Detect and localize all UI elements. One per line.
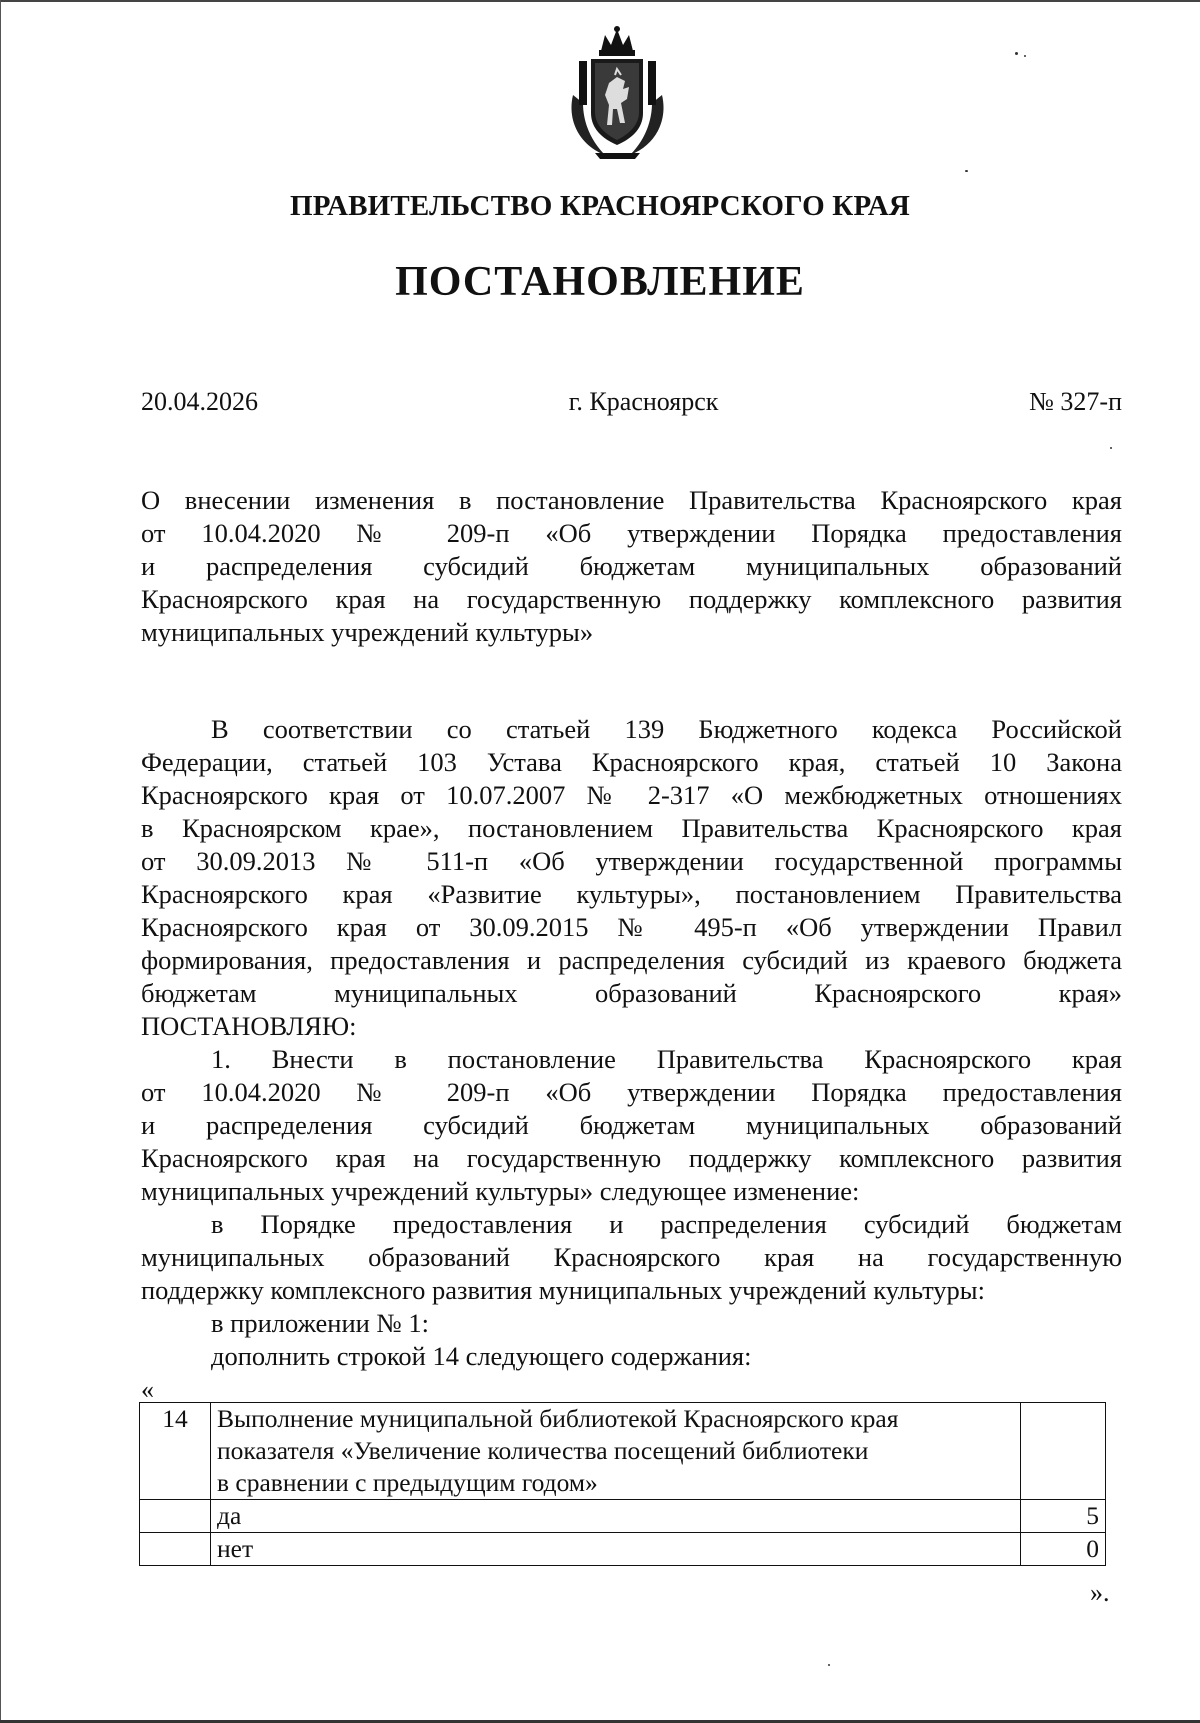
scan-speck <box>1110 447 1112 449</box>
option-value-cell: 0 <box>1021 1533 1106 1566</box>
body-line: формирования, предоставления и распределения субсидий из краевого бюджета <box>141 945 1122 975</box>
body-line: от 30.09.2013 № 511-п «Об утверждении государственной программы <box>141 846 1122 876</box>
subject-line: Красноярского края на государственную поддержку комплексного развития <box>141 584 1122 614</box>
body-line: 1. Внести в постановление Правительства Красноярского края <box>211 1044 1122 1074</box>
criterion-line: в сравнении с предыдущим годом» <box>217 1468 598 1497</box>
body-line: бюджетам муниципальных образований Красноярского края» <box>141 978 1122 1008</box>
criteria-table <box>139 1402 1106 1566</box>
body-line: в приложении № 1: <box>211 1308 429 1338</box>
body-line: Красноярского края от 10.07.2007 № 2-317 «О межбюджетных отношениях <box>141 780 1122 810</box>
subject-line: и распределения субсидий бюджетам муниципальных образований <box>141 551 1122 581</box>
criterion-cell <box>211 1403 1021 1500</box>
criterion-line: показателя «Увеличение количества посещений библиотеки <box>217 1436 869 1465</box>
krasnoyarsk-coat-of-arms-icon <box>565 25 670 160</box>
table-row <box>140 1533 1106 1566</box>
body-line: муниципальных учреждений культуры» следующее изменение: <box>141 1176 860 1206</box>
body-line: в Красноярском крае», постановлением Правительства Красноярского края <box>141 813 1122 843</box>
criterion-line: Выполнение муниципальной библиотекой Красноярского края <box>217 1404 899 1433</box>
quote-open: « <box>141 1375 154 1404</box>
subject-line: муниципальных учреждений культуры» <box>141 617 594 647</box>
document-body <box>141 713 1122 1373</box>
body-line: дополнить строкой 14 следующего содержания: <box>211 1341 752 1371</box>
body-line: Красноярского края от 30.09.2015 № 495-п «Об утверждении Правил <box>141 912 1122 942</box>
option-label-cell: да <box>211 1500 1021 1533</box>
value-cell <box>1021 1403 1106 1500</box>
scan-speck <box>965 170 968 172</box>
document-city: г. Красноярск <box>568 387 719 416</box>
row-number-cell: 14 <box>140 1403 211 1500</box>
document-type-title: ПОСТАНОВЛЕНИЕ <box>395 259 805 305</box>
option-label-cell: нет <box>211 1533 1021 1566</box>
scan-speck <box>828 1664 830 1666</box>
body-line-resolve: ПОСТАНОВЛЯЮ: <box>141 1011 357 1041</box>
document-date: 20.04.2026 <box>141 387 258 416</box>
body-line: В соответствии со статьей 139 Бюджетного кодекса Российской <box>211 714 1122 744</box>
body-line: Красноярского края «Развитие культуры», постановлением Правительства <box>141 879 1122 909</box>
quote-close: ». <box>1090 1578 1110 1607</box>
body-line: в Порядке предоставления и распределения субсидий бюджетам <box>211 1209 1122 1239</box>
body-line: муниципальных образований Красноярского края на государственную <box>141 1242 1122 1272</box>
body-line: Красноярского края на государственную поддержку комплексного развития <box>141 1143 1122 1173</box>
body-line: поддержку комплексного развития муниципальных учреждений культуры: <box>141 1275 985 1305</box>
document-subject <box>141 484 1122 649</box>
subject-line: О внесении изменения в постановление Правительства Красноярского края <box>141 485 1122 515</box>
document-meta-row <box>141 387 1122 417</box>
body-line: и распределения субсидий бюджетам муниципальных образований <box>141 1110 1122 1140</box>
scan-speck <box>1024 55 1026 57</box>
scan-edge-top <box>0 0 1200 2</box>
body-line: от 10.04.2020 № 209-п «Об утверждении Порядка предоставления <box>141 1077 1122 1107</box>
table-row <box>140 1403 1106 1500</box>
option-value-cell: 5 <box>1021 1500 1106 1533</box>
scan-speck <box>1015 52 1018 55</box>
row-number-cell <box>140 1500 211 1533</box>
organization-title: ПРАВИТЕЛЬСТВО КРАСНОЯРСКОГО КРАЯ <box>289 190 911 222</box>
table-row <box>140 1500 1106 1533</box>
body-line: Федерации, статьей 103 Устава Красноярского края, статьей 10 Закона <box>141 747 1122 777</box>
row-number-cell <box>140 1533 211 1566</box>
document-number: № 327-п <box>1029 387 1122 416</box>
subject-line: от 10.04.2020 № 209-п «Об утверждении Порядка предоставления <box>141 518 1122 548</box>
